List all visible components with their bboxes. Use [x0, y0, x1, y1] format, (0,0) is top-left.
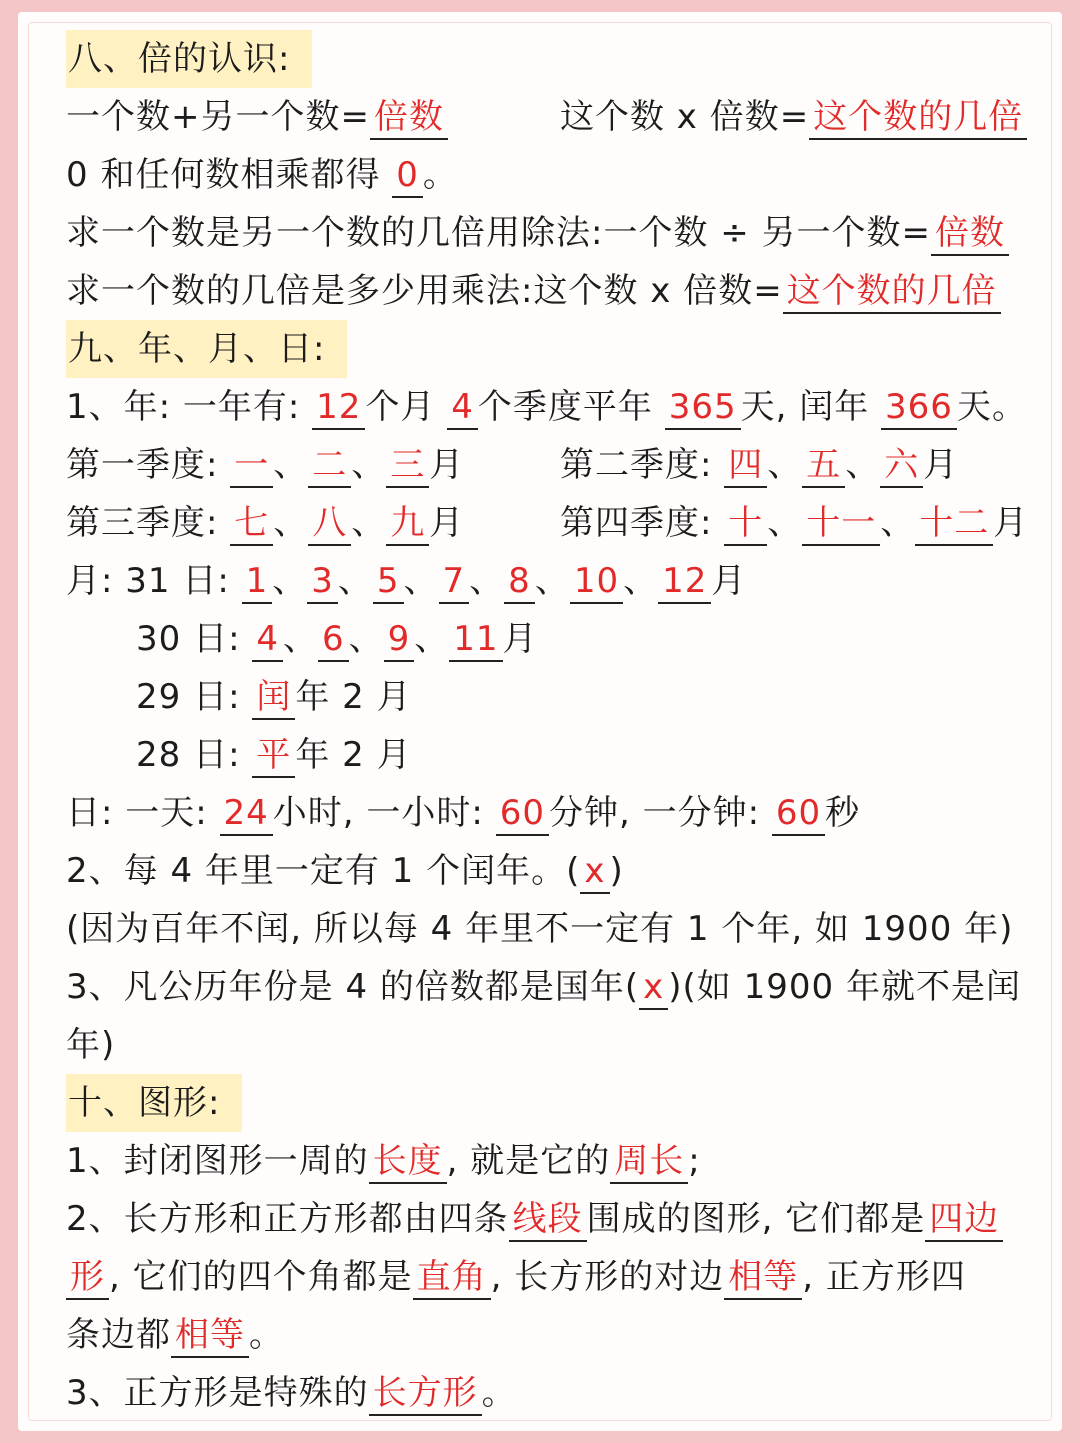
answer: 闰: [252, 676, 295, 720]
answer: 十一: [802, 502, 880, 546]
sec8-line-4: [66, 262, 1026, 320]
text: 2、每 4 年里一定有 1 个闰年。(: [66, 851, 581, 891]
answer: 8: [504, 560, 535, 604]
answer: 二: [308, 444, 351, 488]
days-29-line: [66, 668, 1026, 726]
section-9-title: 九、年、月、日:: [66, 320, 347, 378]
days-28-line: [66, 726, 1026, 784]
text: 天, 闰年: [740, 387, 882, 427]
text: 1、封闭图形一周的: [66, 1141, 369, 1181]
separator: 、: [534, 561, 570, 601]
text: 月: [993, 503, 1029, 543]
answer: 60: [496, 792, 549, 836]
text: ): [609, 851, 624, 891]
text: 月: [711, 561, 747, 601]
answer: 倍数: [370, 96, 448, 140]
answer: 3: [307, 560, 338, 604]
sec8-line-2: [66, 146, 1026, 204]
text: 天。: [956, 387, 1027, 427]
section-8-title: 八、倍的认识:: [66, 30, 312, 88]
text: 第三季度:: [66, 503, 231, 543]
separator: 、: [845, 445, 881, 485]
answer: 6: [318, 618, 349, 662]
separator: 、: [880, 503, 916, 543]
answer: 相等: [724, 1256, 802, 1300]
answer: 60: [772, 792, 825, 836]
text: , 就是它的: [446, 1141, 611, 1181]
text: 2、长方形和正方形都由四条: [66, 1199, 509, 1239]
text: 日: 一天:: [66, 793, 220, 833]
answer: 四边: [925, 1198, 1003, 1242]
statement-3: [66, 958, 1026, 1016]
text: 月: [429, 445, 465, 485]
answer: 12: [658, 560, 711, 604]
text: (因为百年不闰, 所以每 4 年里不一定有 1 个年, 如 1900 年): [66, 909, 1014, 949]
section-9-heading-line: [66, 320, 1026, 378]
answer: 相等: [171, 1314, 249, 1358]
answer: 长方形: [369, 1372, 482, 1416]
answer: x: [639, 966, 668, 1010]
answer: 这个数的几倍: [783, 270, 1001, 314]
statement-2-note: [66, 900, 1026, 958]
text: 第一季度:: [66, 445, 231, 485]
answer: 九: [386, 502, 429, 546]
answer: 9: [384, 618, 415, 662]
sec8-line-3: [66, 204, 1026, 262]
answer: 4: [447, 386, 478, 430]
quarter-line-1: [66, 436, 1026, 494]
separator: 、: [348, 619, 384, 659]
separator: 、: [469, 561, 505, 601]
text: 1、年: 一年有:: [66, 387, 313, 427]
text: 。: [422, 155, 458, 195]
text: 月: [429, 503, 465, 543]
separator: 、: [273, 503, 309, 543]
text: 个季度平年: [477, 387, 665, 427]
answer: 11: [449, 618, 502, 662]
separator: 、: [282, 619, 318, 659]
text: 一个数+另一个数=: [66, 97, 370, 137]
text: 个月: [365, 387, 448, 427]
answer: 形: [66, 1256, 109, 1300]
answer: 周长: [610, 1140, 688, 1184]
answer: 十: [724, 502, 767, 546]
answer: 24: [220, 792, 273, 836]
text: 求一个数是另一个数的几倍用除法:一个数 ÷ 另一个数=: [66, 213, 932, 253]
separator: 、: [767, 445, 803, 485]
text: 。: [249, 1315, 284, 1355]
quarter-2: [560, 436, 958, 494]
text: 3、正方形是特殊的: [66, 1373, 369, 1413]
answer: 七: [230, 502, 273, 546]
answer: 四: [724, 444, 767, 488]
days-30-line: [66, 610, 1026, 668]
text: 小时, 一小时:: [272, 793, 496, 833]
separator: 、: [272, 561, 308, 601]
separator: 、: [767, 503, 803, 543]
answer: 7: [439, 560, 470, 604]
section-8-heading-line: [66, 30, 1026, 88]
text: 秒: [825, 793, 861, 833]
text: 求一个数的几倍是多少用乘法:这个数 x 倍数=: [66, 271, 783, 311]
answer: 直角: [413, 1256, 491, 1300]
answer: 八: [308, 502, 351, 546]
answer: 0: [392, 154, 423, 198]
answer: 一: [230, 444, 273, 488]
answer: 365: [665, 386, 741, 430]
section-10-heading-line: [66, 1074, 1026, 1132]
text: 年 2 月: [295, 677, 412, 717]
answer: 六: [880, 444, 923, 488]
shape-line-3: [66, 1248, 1026, 1306]
answer: 1: [242, 560, 273, 604]
answer: 长度: [369, 1140, 447, 1184]
separator: 、: [351, 445, 387, 485]
answer: 5: [373, 560, 404, 604]
text: 年): [66, 1025, 116, 1065]
text: , 长方形的对边: [490, 1257, 725, 1297]
text: ;: [688, 1141, 701, 1181]
separator: 、: [414, 619, 450, 659]
shape-line-2: [66, 1190, 1026, 1248]
quarter-4: [560, 494, 1028, 552]
quarter-1: [66, 445, 464, 485]
section-10-title: 十、图形:: [66, 1074, 242, 1132]
separator: 、: [273, 445, 309, 485]
statement-2: [66, 842, 1026, 900]
text: 年 2 月: [295, 735, 412, 775]
text: 月: [923, 445, 959, 485]
quarter-line-2: [66, 494, 1029, 552]
answer: 这个数的几倍: [809, 96, 1027, 140]
text: 围成的图形, 它们都是: [586, 1199, 926, 1239]
text: 。: [481, 1373, 517, 1413]
answer: 线段: [509, 1198, 587, 1242]
text: )(如 1900 年就不是闰: [668, 967, 1021, 1007]
sec8-line-1-right: [560, 88, 1027, 146]
answer: 10: [570, 560, 623, 604]
day-line: [66, 784, 1026, 842]
answer: 十二: [915, 502, 993, 546]
statement-3-cont: [66, 1016, 1026, 1074]
answer: 三: [386, 444, 429, 488]
shape-line-4: [66, 1306, 1026, 1364]
separator: 、: [351, 503, 387, 543]
year-line: [66, 378, 1026, 436]
text: 分钟, 一分钟:: [548, 793, 772, 833]
shape-line-1: [66, 1132, 1026, 1190]
answer: 倍数: [931, 212, 1009, 256]
text: 月: 31 日:: [66, 561, 242, 601]
text: 这个数 x 倍数=: [560, 97, 810, 137]
separator: 、: [623, 561, 659, 601]
days-31-line: [66, 552, 1026, 610]
text: 条边都: [66, 1315, 171, 1355]
answer: 4: [252, 618, 283, 662]
quarter-3: [66, 503, 464, 543]
text: 第四季度:: [560, 503, 725, 543]
sec8-line-1: [66, 88, 1026, 146]
shape-line-5: [66, 1364, 1026, 1422]
document-content: [66, 30, 1029, 1422]
text: 第二季度:: [560, 445, 725, 485]
answer: 12: [312, 386, 365, 430]
answer: x: [580, 850, 609, 894]
answer: 366: [881, 386, 957, 430]
text: 29 日:: [136, 677, 253, 717]
answer: 平: [252, 734, 295, 778]
text: 30 日:: [136, 619, 253, 659]
text: 月: [502, 619, 538, 659]
separator: 、: [403, 561, 439, 601]
text: 3、凡公历年份是 4 的倍数都是国年(: [66, 967, 640, 1007]
separator: 、: [337, 561, 373, 601]
text: 0 和任何数相乘都得: [66, 155, 393, 195]
text: 28 日:: [136, 735, 253, 775]
answer: 五: [802, 444, 845, 488]
text: , 它们的四个角都是: [109, 1257, 413, 1297]
text: , 正方形四: [802, 1257, 966, 1297]
